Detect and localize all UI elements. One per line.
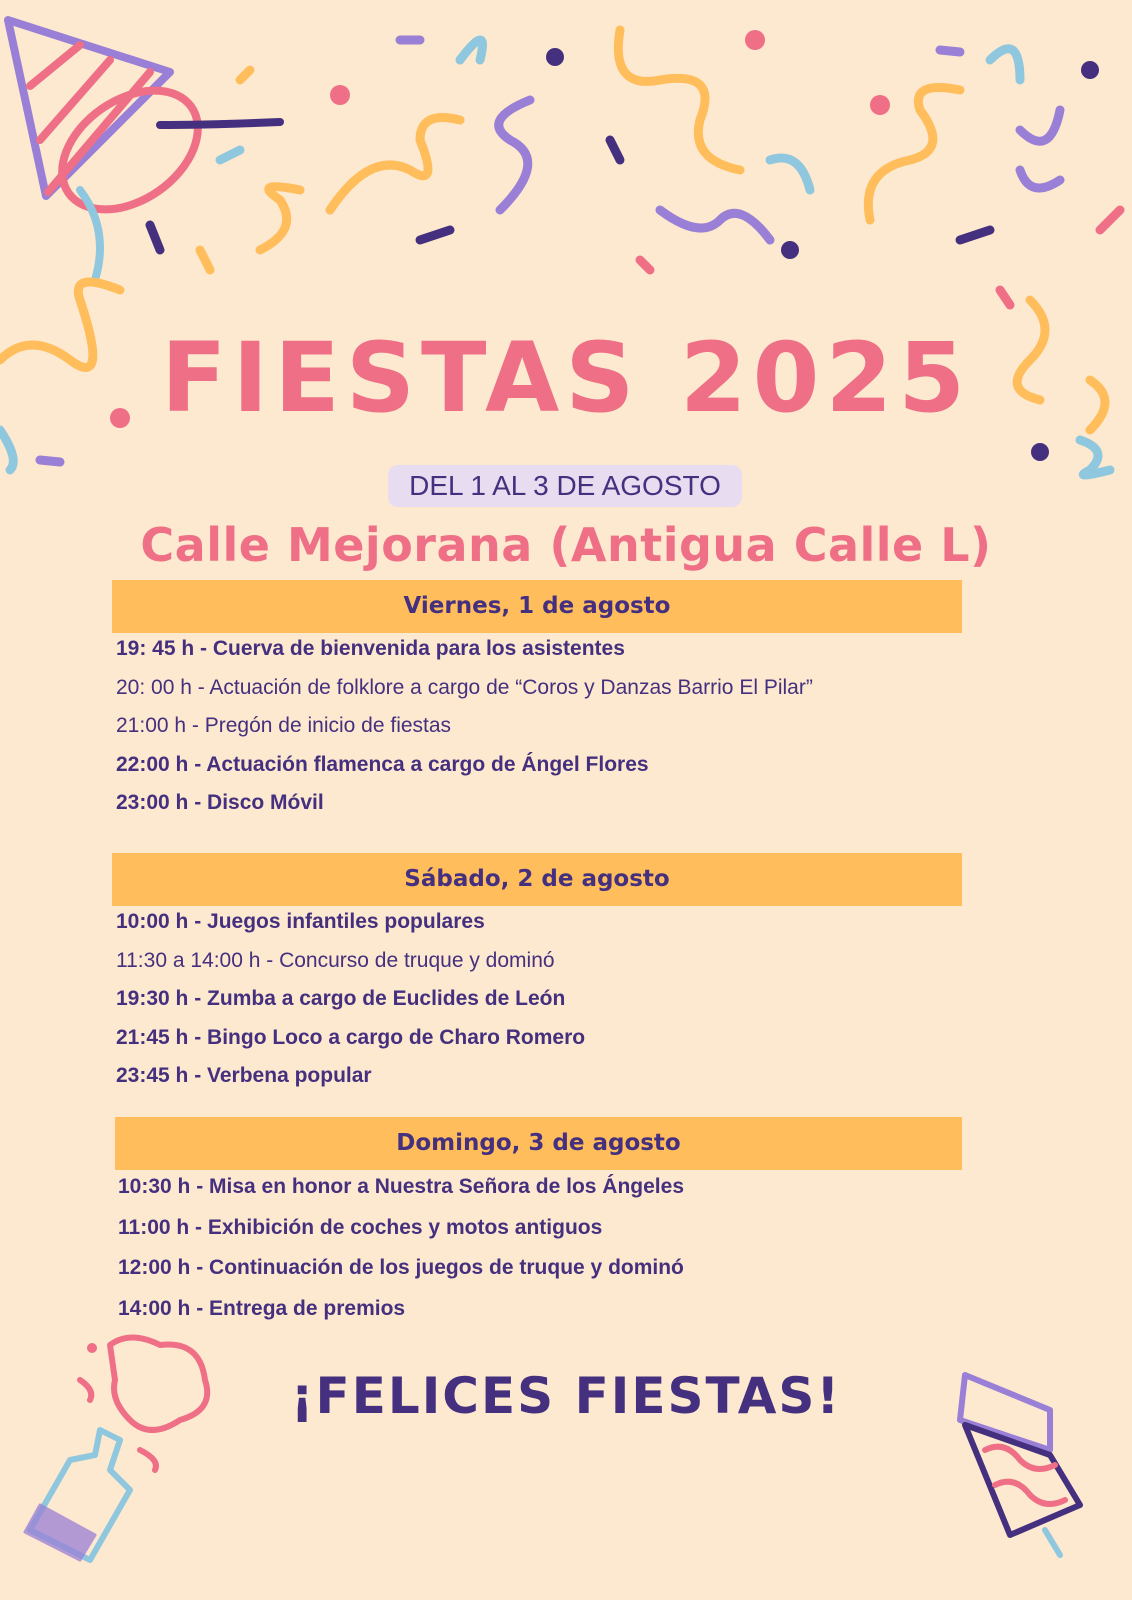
street-name: Calle Mejorana (Antigua Calle L) bbox=[140, 518, 992, 572]
event-item: 10:00 h - Juegos infantiles populares bbox=[116, 910, 485, 933]
event-item: 11:00 h - Exhibición de coches y motos antiguos bbox=[118, 1215, 603, 1239]
event-list-friday bbox=[116, 630, 813, 823]
event-item: 19:30 h - Zumba a cargo de Euclides de León bbox=[116, 987, 566, 1010]
day-header-friday: Viernes, 1 de agosto bbox=[112, 580, 962, 633]
event-item: 20: 00 h - Actuación de folklore a cargo de “Coros y Danzas Barrio El Pilar” bbox=[116, 675, 813, 699]
day-header-sunday: Domingo, 3 de agosto bbox=[115, 1117, 962, 1170]
event-item: 10:30 h - Misa en honor a Nuestra Señora de los Ángeles bbox=[118, 1175, 684, 1198]
event-item: 22:00 h - Actuación flamenca a cargo de Ángel Flores bbox=[116, 752, 649, 776]
closing-greeting: ¡FELICES FIESTAS! bbox=[290, 1367, 842, 1425]
event-list-sunday bbox=[118, 1167, 684, 1329]
event-item: 19: 45 h - Cuerva de bienvenida para los asistentes bbox=[116, 637, 625, 660]
date-range-badge: DEL 1 AL 3 DE AGOSTO bbox=[388, 465, 742, 507]
event-item: 21:00 h - Pregón de inicio de fiestas bbox=[116, 714, 452, 737]
event-item: 12:00 h - Continuación de los juegos de truque y dominó bbox=[118, 1256, 684, 1279]
event-item: 23:00 h - Disco Móvil bbox=[116, 791, 324, 814]
event-item: 11:30 a 14:00 h - Concurso de truque y dominó bbox=[116, 948, 555, 972]
event-item: 21:45 h - Bingo Loco a cargo de Charo Romero bbox=[116, 1025, 586, 1049]
event-item: 23:45 h - Verbena popular bbox=[116, 1064, 372, 1087]
page-title: FIESTAS 2025 bbox=[160, 322, 972, 434]
event-list-saturday bbox=[116, 903, 585, 1096]
day-header-saturday: Sábado, 2 de agosto bbox=[112, 853, 962, 906]
event-item: 14:00 h - Entrega de premios bbox=[118, 1296, 406, 1320]
